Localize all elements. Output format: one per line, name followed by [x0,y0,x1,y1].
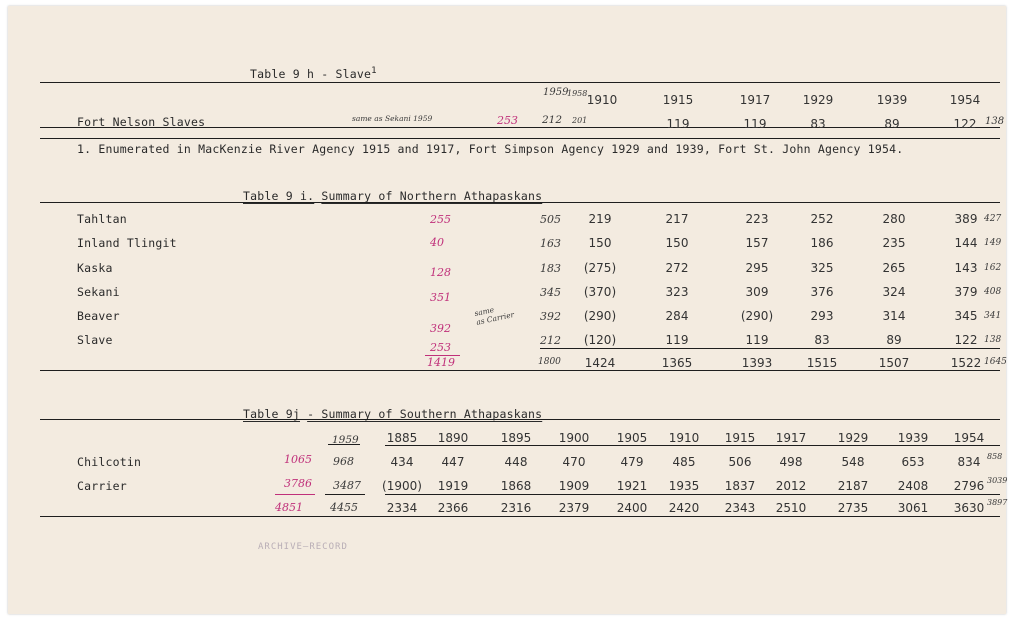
year-header: 1910 [668,431,700,445]
year-header: 1900 [558,431,590,445]
handwritten-value: 128 [430,266,451,279]
table-cell: (120) [583,333,617,347]
row-label: Chilcotin [77,455,142,469]
total-cell: 1424 [584,356,616,370]
table-9j-bottom-rule [40,516,1000,517]
table-cell: 150 [588,236,612,250]
handwritten-value: 253 [497,114,518,127]
handwritten-value: 253 [430,341,451,354]
table-cell: 1919 [437,479,469,493]
table-9h-top-rule [40,82,1000,83]
table-cell: (290) [740,309,774,323]
footnote: 1. Enumerated in MacKenzie River Agency 1915 and 1917, Fort Simpson Agency 1929 and 1939, Fort St. John Agency 1954. [77,142,904,156]
table-cell: 119 [743,117,767,131]
year-header: 1917 [775,431,807,445]
handwritten-value: 408 [984,287,1002,297]
table-cell: 272 [665,261,689,275]
table-9j-top-rule [40,419,1000,420]
table-cell: 324 [882,285,906,299]
table-cell: 295 [745,261,769,275]
row-label: Sekani [77,285,120,299]
handwritten-value: 345 [540,286,561,299]
table-cell: 834 [957,455,981,469]
table-cell: 122 [954,333,978,347]
table-cell: 217 [665,212,689,226]
year-header: 1954 [949,93,981,107]
table-cell: 144 [954,236,978,250]
table-cell: 83 [814,333,830,347]
row-label: Beaver [77,309,120,323]
total-cell: 1522 [950,356,982,370]
year-header: 1929 [837,431,869,445]
handwritten-value: 858 [987,452,1003,461]
handwritten-total: 1645 [984,357,1007,367]
table-cell: 2408 [897,479,929,493]
handwritten-value: 3786 [284,477,312,490]
table-cell: 89 [886,333,902,347]
table-cell: 293 [810,309,834,323]
table-cell: 376 [810,285,834,299]
handwritten-value: 183 [540,262,561,275]
table-cell: 448 [504,455,528,469]
table-cell: 119 [666,117,690,131]
table-cell: 252 [810,212,834,226]
table-cell: 506 [728,455,752,469]
handwritten-total: 4455 [330,501,358,514]
year-header: 1915 [724,431,756,445]
year-header: 1915 [662,93,694,107]
table-cell: 235 [882,236,906,250]
table-cell: 265 [882,261,906,275]
table-cell: 280 [882,212,906,226]
table-9j-header-rule [385,445,1000,446]
table-cell: 223 [745,212,769,226]
handwritten-total: 3897 [987,498,1008,507]
handwritten-value: 392 [430,322,451,335]
handwritten-value: 201 [572,116,588,125]
row-label: Carrier [77,479,127,493]
table-cell: 434 [390,455,414,469]
handwritten-year: 1959 [332,434,359,446]
handwritten-value: 392 [540,310,561,323]
handwritten-sum-rule [425,355,460,356]
year-header: 1939 [897,431,929,445]
total-cell: 2379 [558,501,590,515]
year-header: 1917 [739,93,771,107]
handwritten-value: 212 [542,114,563,126]
table-cell: 150 [665,236,689,250]
table-cell: 1921 [616,479,648,493]
row-label: Slave [77,333,113,347]
table-cell: 157 [745,236,769,250]
total-cell: 1515 [806,356,838,370]
table-cell: 470 [562,455,586,469]
handwritten-value: 138 [984,335,1002,345]
table-9j-sum-rule [385,494,1000,495]
handwritten-value: 351 [430,291,451,304]
year-header: 1954 [953,431,985,445]
year-header: 1895 [500,431,532,445]
row-label: Fort Nelson Slaves [77,115,206,129]
table-9i-sum-rule [540,348,1000,349]
table-cell: (290) [583,309,617,323]
table-cell: 485 [672,455,696,469]
table-9j-title: Table 9j - Summary of Southern Athapaskans [243,407,543,421]
table-cell: 498 [779,455,803,469]
table-cell: 653 [901,455,925,469]
total-cell: 2400 [616,501,648,515]
handwritten-note: 1959 [543,87,569,98]
row-label: Inland Tlingit [77,236,177,250]
handwritten-value: 505 [540,213,561,226]
handwritten-header-rule [328,444,360,445]
table-cell: 309 [745,285,769,299]
total-cell: 2420 [668,501,700,515]
table-cell: 2187 [837,479,869,493]
table-cell: 314 [882,309,906,323]
year-header: 1939 [876,93,908,107]
table-cell: 1837 [724,479,756,493]
total-cell: 1393 [741,356,773,370]
handwritten-value: 138 [985,116,1005,127]
handwritten-value: 341 [984,311,1002,321]
table-cell: 379 [954,285,978,299]
table-cell: 83 [810,117,826,131]
table-9h-title: Table 9 h - Slave$^1$ [250,66,377,81]
row-label: Tahltan [77,212,127,226]
handwritten-value: 427 [984,214,1002,224]
table-cell: 2796 [953,479,985,493]
handwritten-value: 149 [984,238,1002,248]
total-cell: 1365 [661,356,693,370]
table-9i-bottom-rule [40,370,1000,371]
table-cell: 119 [665,333,689,347]
faded-stamp: ARCHIVE—RECORD [258,542,348,552]
year-header: 1905 [616,431,648,445]
total-cell: 2510 [775,501,807,515]
table-cell: 2012 [775,479,807,493]
handwritten-value: 3039 [987,476,1008,485]
total-cell: 2366 [437,501,469,515]
table-9i-top-rule [40,202,1000,203]
total-cell: 2343 [724,501,756,515]
table-cell: 479 [620,455,644,469]
handwritten-note: same as Sekani 1959 [352,114,433,123]
year-header: 1910 [586,93,618,107]
table-cell: 143 [954,261,978,275]
table-cell: 548 [841,455,865,469]
table-cell: 122 [953,117,977,131]
year-header: 1929 [802,93,834,107]
total-cell: 2316 [500,501,532,515]
year-header: 1885 [386,431,418,445]
total-cell: 3630 [953,501,985,515]
table-9i-title: Table 9 i. Summary of Northern Athapaskans [243,189,543,203]
table-cell: 119 [745,333,769,347]
table-cell: 89 [884,117,900,131]
handwritten-value: 968 [333,455,354,468]
total-cell: 2735 [837,501,869,515]
table-cell: 284 [665,309,689,323]
total-cell: 2334 [386,501,418,515]
handwritten-value: 40 [430,236,444,249]
handwritten-total: 4851 [275,501,303,514]
total-cell: 3061 [897,501,929,515]
handwritten-value: 163 [540,237,561,250]
handwritten-value: 3487 [333,479,361,492]
table-cell: 1909 [558,479,590,493]
handwritten-value: 212 [540,334,561,347]
table-cell: 1868 [500,479,532,493]
handwritten-value: 255 [430,213,451,226]
table-cell: (370) [583,285,617,299]
handwritten-sum-rule [325,494,365,495]
table-cell: 325 [810,261,834,275]
handwritten-note: 1958 [567,89,588,98]
handwritten-note: same as Carrier [473,305,515,327]
table-cell: (1900) [382,479,422,493]
table-cell: (275) [583,261,617,275]
table-cell: 219 [588,212,612,226]
row-label: Kaska [77,261,113,275]
handwritten-total: 1800 [538,357,561,367]
table-cell: 345 [954,309,978,323]
table-cell: 447 [441,455,465,469]
table-9h-bottom-rule [40,138,1000,139]
handwritten-value: 1065 [284,453,312,466]
handwritten-sum-rule [275,494,315,495]
total-cell: 1507 [878,356,910,370]
year-header: 1890 [437,431,469,445]
table-cell: 1935 [668,479,700,493]
handwritten-value: 162 [984,263,1002,273]
table-cell: 323 [665,285,689,299]
table-cell: 186 [810,236,834,250]
handwritten-total: 1419 [427,356,455,369]
table-cell: 389 [954,212,978,226]
